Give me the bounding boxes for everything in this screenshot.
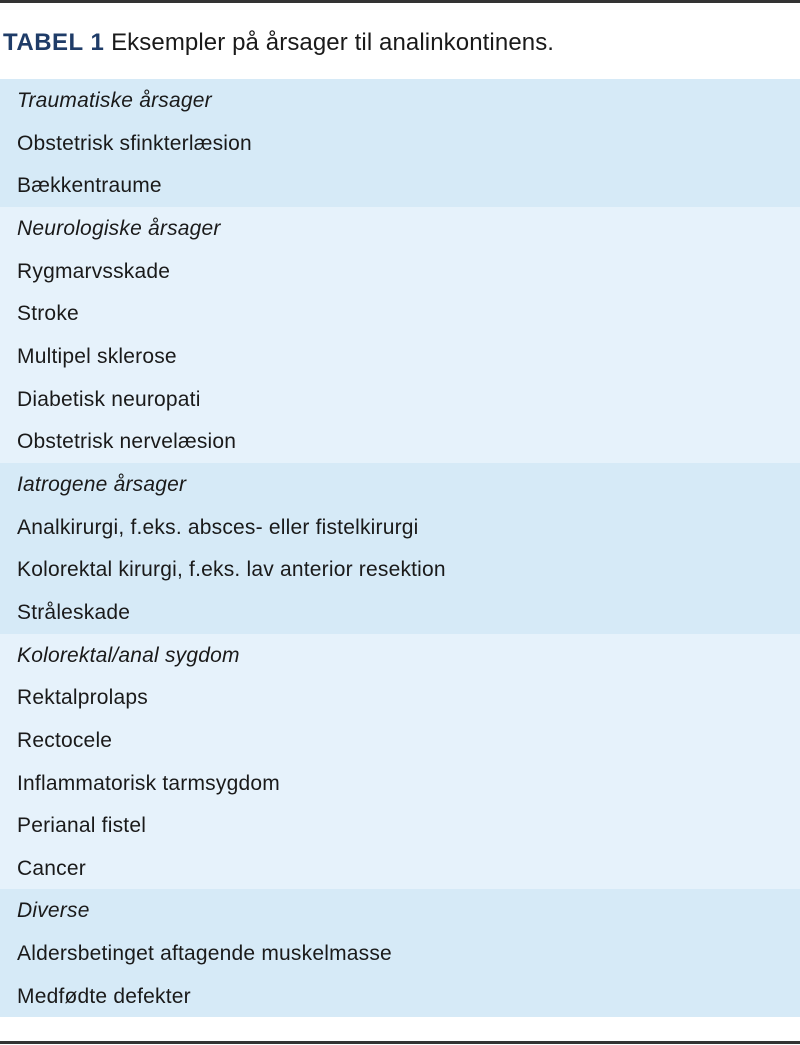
list-item: Perianal fistel: [17, 814, 147, 838]
list-item: Inflammatorisk tarmsygdom: [17, 771, 280, 795]
top-rule: [0, 0, 800, 3]
list-item: Stroke: [17, 302, 79, 326]
list-item: Rectocele: [17, 728, 113, 752]
group-heading: Neurologiske årsager: [17, 216, 221, 240]
group-heading: Traumatiske årsager: [17, 89, 212, 112]
causes-table: [0, 79, 800, 1017]
table-caption: [3, 28, 554, 58]
list-item: Analkirurgi, f.eks. absces- eller fistelkirurgi: [17, 515, 419, 539]
list-item: Bækkentraume: [17, 174, 162, 198]
table-caption-label: TABEL 1: [3, 29, 105, 56]
group-traumatic: [0, 79, 800, 207]
list-item: Diabetisk neuropati: [17, 387, 201, 411]
list-item: Multipel sklerose: [17, 344, 177, 368]
bottom-rule: [0, 1041, 800, 1044]
list-item: Aldersbetinget aftagende muskelmasse: [17, 942, 392, 966]
list-item: Rygmarvsskade: [17, 259, 171, 283]
list-item: Obstetrisk nervelæsion: [17, 430, 237, 454]
list-item: Rektalprolaps: [17, 686, 148, 710]
group-heading: Iatrogene årsager: [17, 472, 187, 496]
group-iatrogenic: [0, 463, 800, 634]
group-neurological: [0, 207, 800, 463]
group-heading: Diverse: [17, 899, 90, 923]
list-item: Stråleskade: [17, 600, 131, 624]
list-item: Medfødte defekter: [17, 984, 191, 1008]
list-item: Obstetrisk sfinkterlæsion: [17, 131, 252, 155]
group-heading: Kolorektal/anal sygdom: [17, 643, 240, 667]
list-item: Cancer: [17, 856, 86, 880]
group-miscellaneous: [0, 889, 800, 1017]
list-item: Kolorektal kirurgi, f.eks. lav anterior resektion: [17, 558, 446, 582]
table-caption-text: Eksempler på årsager til analinkontinens.: [111, 29, 555, 56]
group-colorectal-anal: [0, 634, 800, 890]
